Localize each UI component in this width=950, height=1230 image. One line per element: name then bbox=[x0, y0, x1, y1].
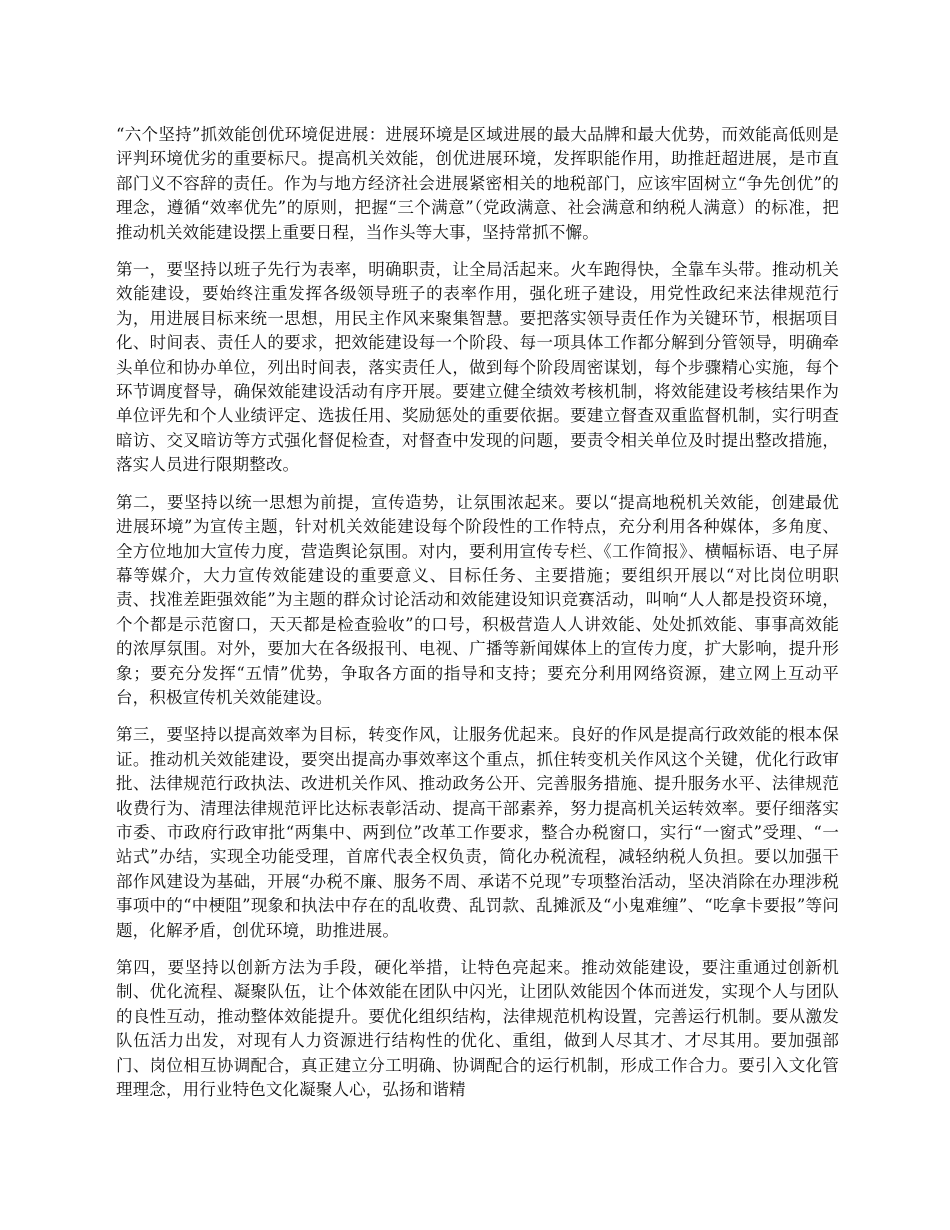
paragraph-first: 第一，要坚持以班子先行为表率，明确职责，让全局活起来。火车跑得快，全靠车头带。推动机关效能建设，要始终注重发挥各级领导班子的表率作用，强化班子建设，用党性政纪来法律规范行为，用进展目标来统一思想，用民主作风来聚集智慧。要把落实领导责任作为关键环节，根据项目化、时间表、责任人的要求，把效能建设每一个阶段、每一项具体工作都分解到分管领导，明确牵头单位和协办单位，列出时间表，落实责任人，做到每个阶段周密谋划，每个步骤精心实施，每个环节调度督导，确保效能建设活动有序开展。要建立健全绩效考核机制，将效能建设考核结果作为单位评先和个人业绩评定、选拔任用、奖励惩处的重要依据。要建立督查双重监督机制，实行明查暗访、交叉暗访等方式强化督促检查，对督查中发现的问题，要责令相关单位及时提出整改措施，落实人员进行限期整改。 bbox=[116, 260, 839, 475]
intro-paragraph: “六个坚持”抓效能创优环境促进展：进展环境是区域进展的最大品牌和最大优势，而效能高低则是评判环境优劣的重要标尺。提高机关效能，创优进展环境，发挥职能作用，助推赶超进展，是市直部门义不容辞的责任。作为与地方经济社会进展紧密相关的地税部门，应该牢固树立“争先创优”的理念，遵循“效率优先”的原则，把握“三个满意”（党政满意、社会满意和纳税人满意）的标准，把推动机关效能建设摆上重要日程，当作头等大事，坚持常抓不懈。 bbox=[116, 125, 839, 242]
paragraph-third: 第三，要坚持以提高效率为目标，转变作风，让服务优起来。良好的作风是提高行政效能的根本保证。推动机关效能建设，要突出提高办事效率这个重点，抓住转变机关作风这个关键，优化行政审批、法律规范行政执法、改进机关作风、推动政务公开、完善服务措施、提升服务水平、法律规范收费行为、清理法律规范评比达标表彰活动、提高干部素养，努力提高机关运转效率。要仔细落实市委、市政府行政审批“两集中、两到位”改革工作要求，整合办税窗口，实行“一窗式”受理、“一站式”办结，实现全功能受理，首席代表全权负责，简化办税流程，减轻纳税人负担。要以加强干部作风建设为基础，开展“办税不廉、服务不周、承诺不兑现”专项整治活动，坚决消除在办理涉税事项中的“中梗阻”现象和执法中存在的乱收费、乱罚款、乱摊派及“小鬼难缠”、“吃拿卡要报”等问题，化解矛盾，创优环境，助推进展。 bbox=[116, 725, 839, 940]
paragraph-fourth: 第四，要坚持以创新方法为手段，硬化举措，让特色亮起来。推动效能建设，要注重通过创新机制、优化流程、凝聚队伍，让个体效能在团队中闪光，让团队效能因个体而迸发，实现个人与团队的良性互动，推动整体效能提升。要优化组织结构，法律规范机构设置，完善运行机制。要从激发队伍活力出发，对现有人力资源进行结构性的优化、重组，做到人尽其才、才尽其用。要加强部门、岗位相互协调配合，真正建立分工明确、协调配合的运行机制，形成工作合力。要引入文化管理理念，用行业特色文化凝聚人心，弘扬和谐精 bbox=[116, 958, 839, 1100]
paragraph-second: 第二，要坚持以统一思想为前提，宣传造势，让氛围浓起来。要以“提高地税机关效能，创建最优进展环境”为宣传主题，针对机关效能建设每个阶段性的工作特点，充分利用各种媒体，多角度、全方位地加大宣传力度，营造舆论氛围。对内，要利用宣传专栏、《工作简报》、横幅标语、电子屏幕等媒介，大力宣传效能建设的重要意义、目标任务、主要措施；要组织开展以“对比岗位明职责、找准差距强效能”为主题的群众讨论活动和效能建设知识竞赛活动，叫响“人人都是投资环境，个个都是示范窗口，天天都是检查验收”的口号，积极营造人人讲效能、处处抓效能、事事高效能的浓厚氛围。对外，要加大在各级报刊、电视、广播等新闻媒体上的宣传力度，扩大影响，提升形象；要充分发挥“五情”优势，争取各方面的指导和支持；要充分利用网络资源，建立网上互动平台，积极宣传机关效能建设。 bbox=[116, 492, 839, 707]
document-body bbox=[116, 123, 839, 1115]
